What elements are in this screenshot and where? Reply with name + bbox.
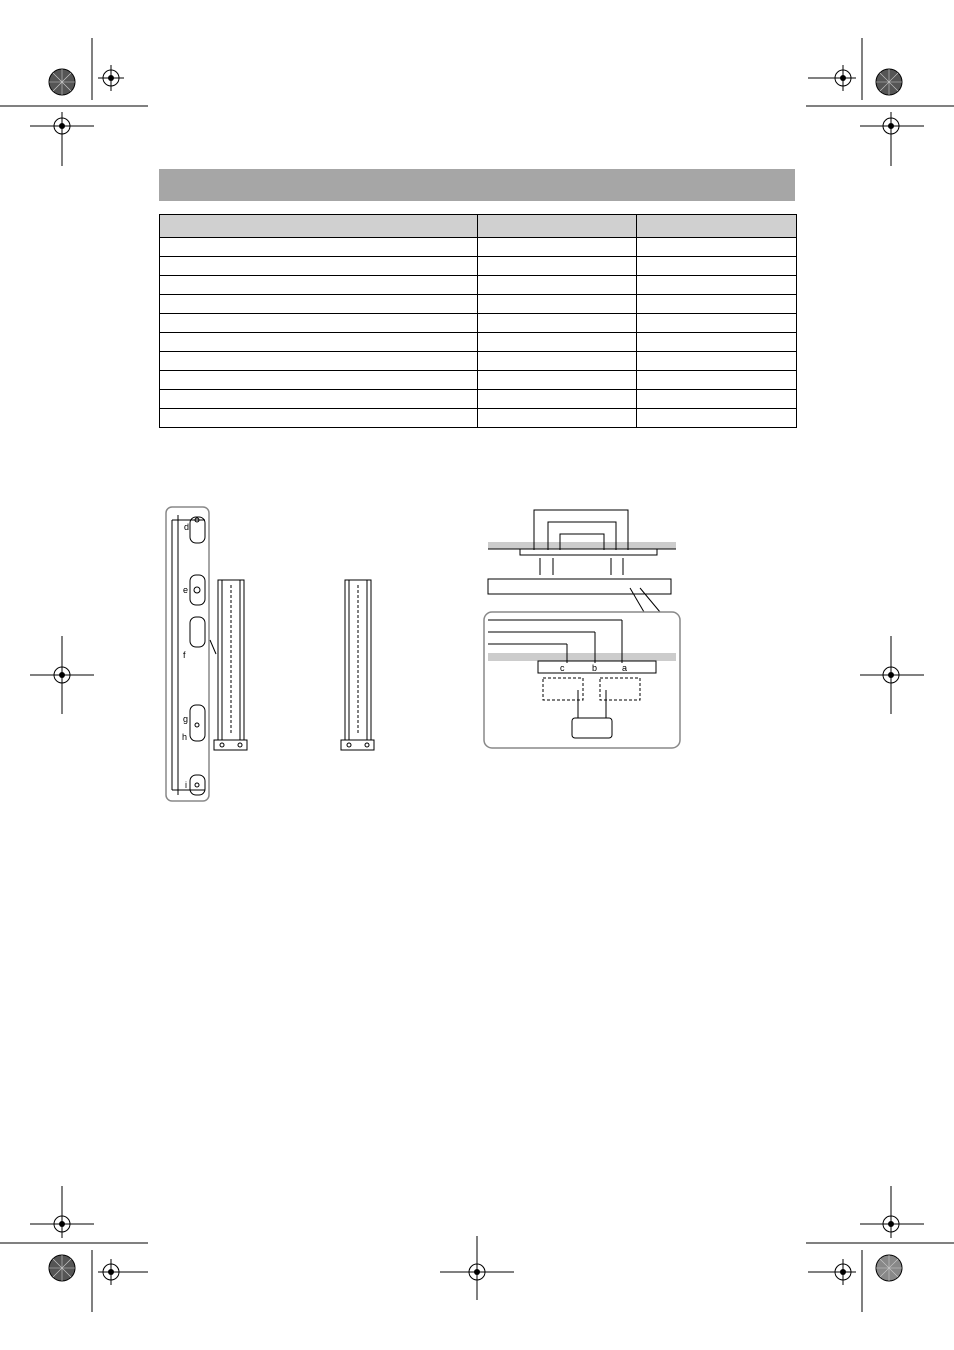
label-i: i <box>185 780 187 790</box>
label-g: g <box>183 714 189 724</box>
label-b: b <box>592 663 598 673</box>
label-h: h <box>182 732 188 742</box>
label-d: d <box>184 522 190 532</box>
label-c: c <box>560 663 565 673</box>
label-f: f <box>183 650 186 660</box>
label-e: e <box>183 585 189 595</box>
label-a: a <box>622 663 628 673</box>
